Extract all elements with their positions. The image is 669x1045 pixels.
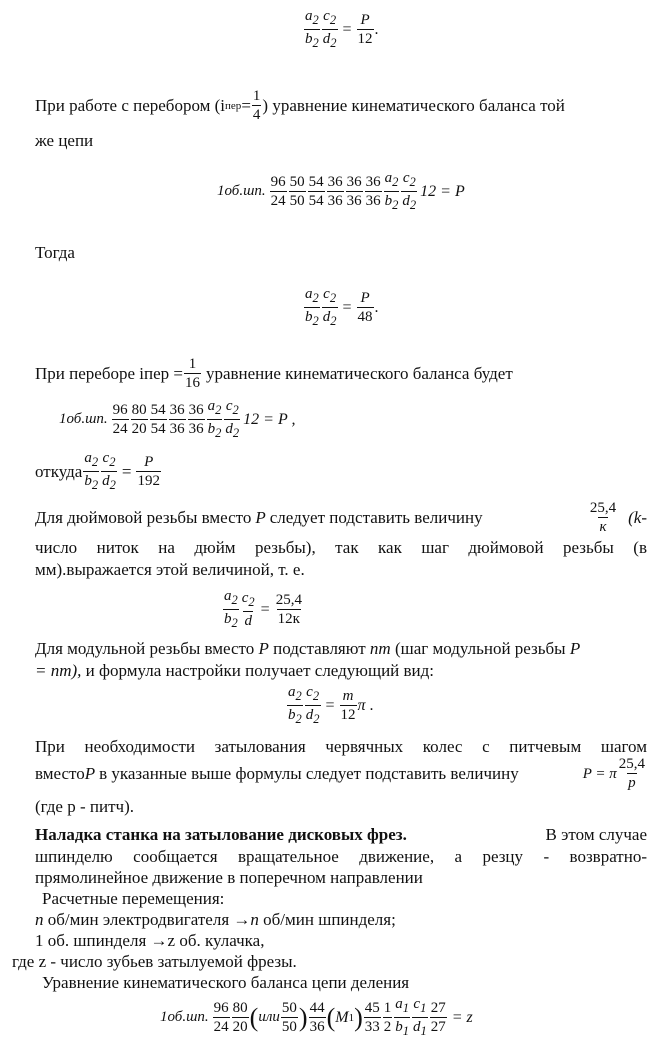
formula-7: 1об.шп. $\frac{96}{24}$ $\frac{80}{20}$ ( или $\frac{50}{50}$ ) $\frac{44}{36}$ ( M 1 ) $\frac{45}{33}$ $\frac{1}{2}$ $\frac{a_1}{b_1}$ $\frac{c_1}{d_1}$ $\frac{27}{27}$ = z <box>160 996 473 1038</box>
calc-move-2: 1 об. шпинделя →z об. кулачка, <box>35 931 265 950</box>
paragraph-7-line-2: вместо P в указанные выше формулы следует подставить величину P = π $\frac{25,4}{p}$ <box>35 756 645 791</box>
paragraph-7-line-3: (где p - питч). <box>35 797 134 816</box>
paragraph-3: При переборе iпер = $\frac{1}{16}$ уравнение кинематического баланса будет <box>35 356 513 391</box>
paragraph-8-line-2: шпинделю сообщается вращательное движение, а резцу - возвратно- <box>35 847 647 866</box>
formula-2: 1об.шп. $\frac{96}{24}$ $\frac{50}{50}$ $\frac{54}{54}$ $\frac{36}{36}$ $\frac{36}{36}$ $\frac{36}{36}$ $\frac{a_2}{b_2}$ $\frac{c_2}{d_2}$ 12 = P <box>217 170 465 212</box>
calc-move-1: n об/мин электродвигателя →n об/мин шпинделя; <box>35 910 396 929</box>
paragraph-6-line-1: Для модульной резьбы вместо P подставляют nm (шаг модульной резьбы P <box>35 639 581 658</box>
calc-move-note: где z - число зубьев затылуемой фрезы. <box>12 952 297 971</box>
paragraph-5-line-1: Для дюймовой резьбы вместо P следует подставить величину $\frac{25,4}{к}$ (k- <box>35 500 647 535</box>
paragraph-8-line-3: прямолинейное движение в поперечном направлении <box>35 868 423 887</box>
paragraph-5-line-2: число ниток на дюйм резьбы), так как шаг дюймовой резьбы (в <box>35 538 647 557</box>
formula-5: $\frac{a_2}{b_2}$ $\frac{c_2}{d}$ = $\frac{25,4}{12к}$ <box>224 588 302 630</box>
formula-4: 1об.шп. $\frac{96}{24}$ $\frac{80}{20}$ $\frac{54}{54}$ $\frac{36}{36}$ $\frac{36}{36}$ $\frac{a_2}{b_2}$ $\frac{c_2}{d_2}$ 12 = P , <box>59 398 296 440</box>
paragraph-otkuda: откуда $\frac{a_2}{b_2}$ $\frac{c_2}{d_2}$ = $\frac{P}{192}$ <box>35 450 160 492</box>
formula-1: $\frac{a_2}{b_2}$ $\frac{c_2}{d_2}$ = $\frac{P}{12}$ . <box>305 8 379 50</box>
paragraph-tohda: Тогда <box>35 243 75 262</box>
formula-3: $\frac{a_2}{b_2}$ $\frac{c_2}{d_2}$ = $\frac{P}{48}$ . <box>305 286 379 328</box>
paragraph-5-line-3: мм).выражается этой величиной, т. е. <box>35 560 305 579</box>
paragraph-6-line-2: = nm), и формула настройки получает следующий вид: <box>35 661 435 680</box>
formula-6: $\frac{a_2}{b_2}$ $\frac{c_2}{d_2}$ = $\frac{m}{12}$ π . <box>288 684 374 726</box>
paragraph-7-line-1: При необходимости затылования червячных колес с питчевым шагом <box>35 737 647 756</box>
kinematic-equation-title: Уравнение кинематического баланса цепи деления <box>42 973 410 992</box>
paragraph-8-line-1: Наладка станка на затылование дисковых фрез. В этом случае <box>35 825 647 844</box>
paragraph-1-line-1: При работе с перебором (i пер = $\frac{1}{4}$ ) уравнение кинематического баланса той <box>35 88 565 123</box>
calc-moves-title: Расчетные перемещения: <box>42 889 225 908</box>
paragraph-1-line-2: же цепи <box>35 131 94 150</box>
